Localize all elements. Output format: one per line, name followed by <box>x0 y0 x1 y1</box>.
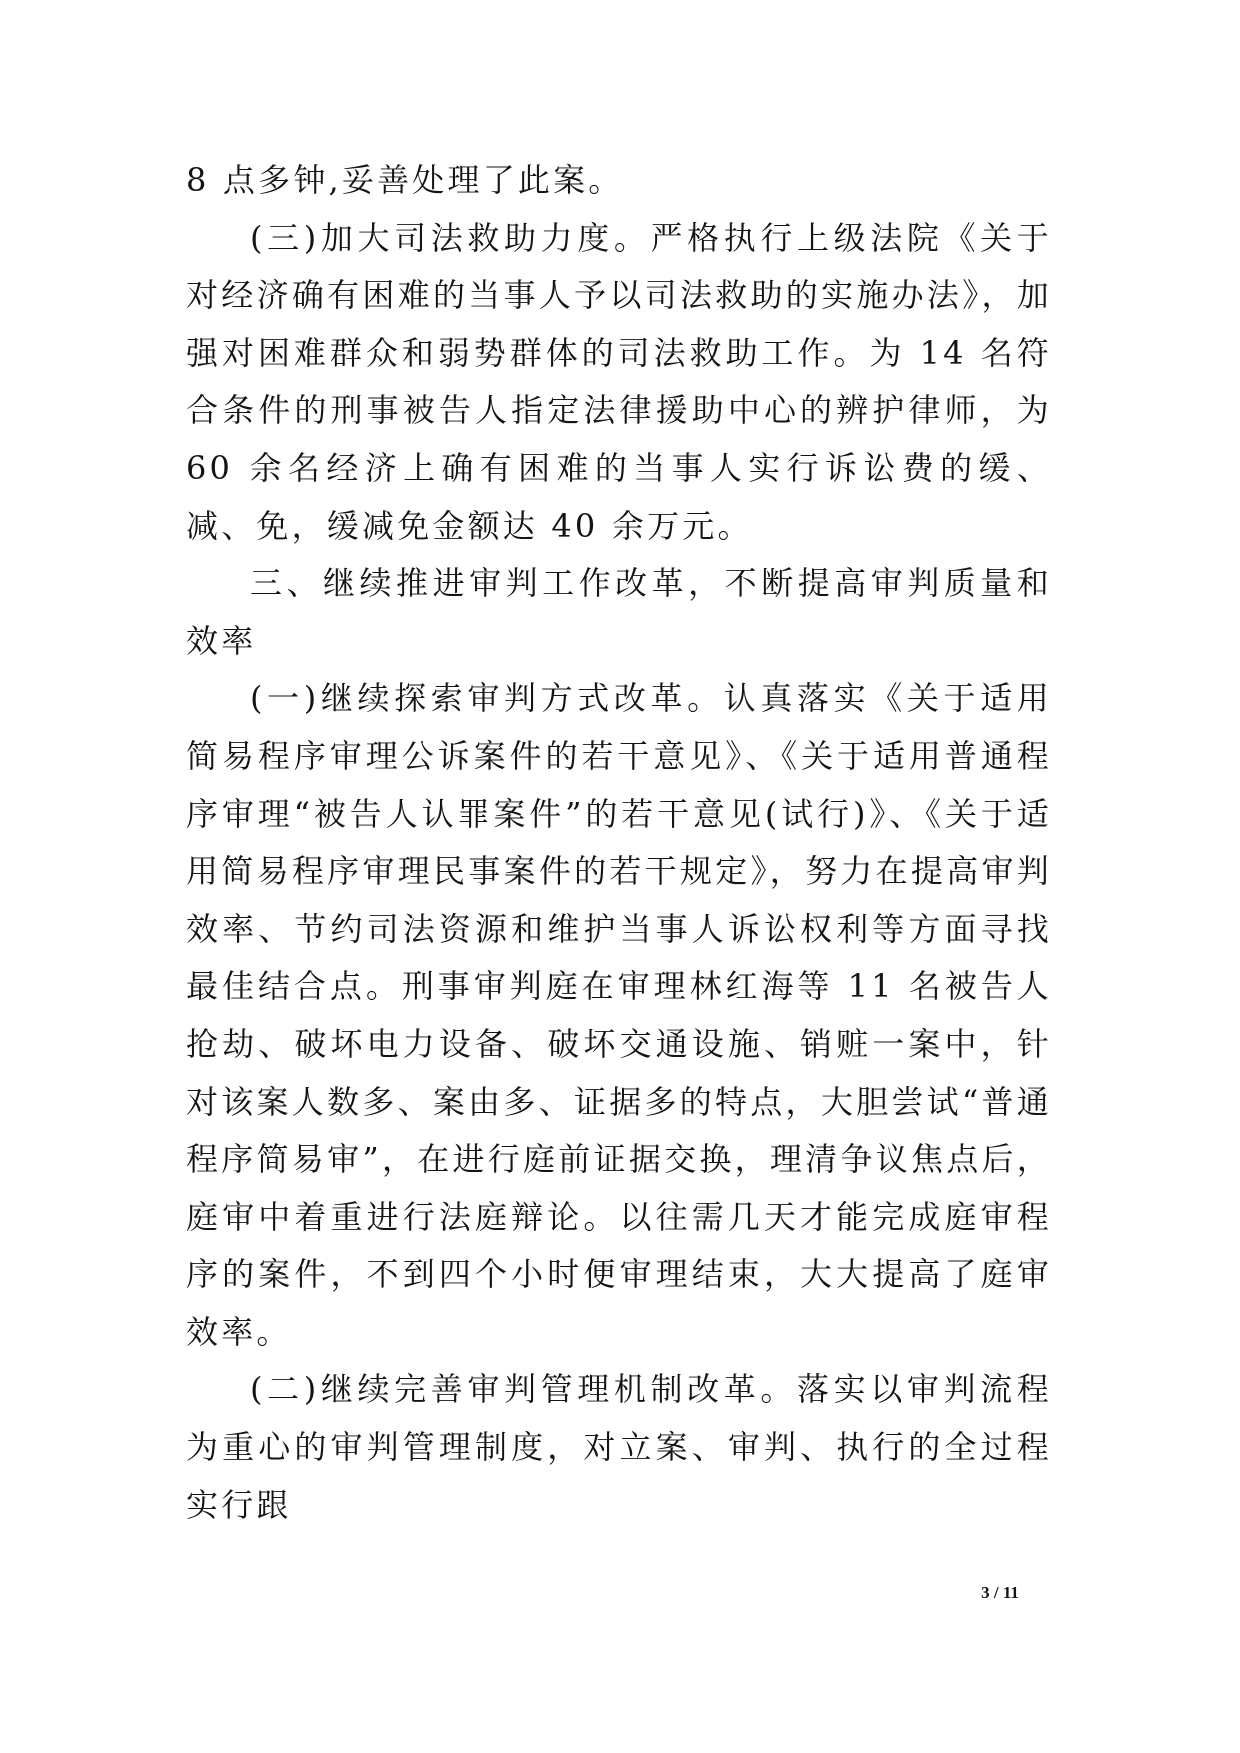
body-text <box>186 152 1052 1534</box>
paragraph-continuation: 8 点多钟,妥善处理了此案。 <box>186 161 624 199</box>
paragraph-trial-management-reform: (二)继续完善审判管理机制改革。落实以审判流程为重心的审判管理制度，对立案、审判、执行的全过程实行跟 <box>186 1370 1052 1524</box>
paragraph-judicial-aid: (三)加大司法救助力度。严格执行上级法院《关于对经济确有困难的当事人予以司法救助的实施办法》，加强对困难群众和弱势群体的司法救助工作。为 14 名符合条件的刑事被告人指定法律援助中心的辨护律师，为 60 余名经济上确有困难的当事人实行诉讼费的缓、减、免，缓减免金额达 40 余万元。 <box>186 218 1052 545</box>
page-number: 3 / 11 <box>981 1583 1019 1602</box>
section-heading-trial-reform: 三、继续推进审判工作改革，不断提高审判质量和效率 <box>186 564 1052 660</box>
paragraph-trial-method-reform: (一)继续探索审判方式改革。认真落实《关于适用简易程序审理公诉案件的若干意见》、《关于适用普通程序审理“被告人认罪案件”的若干意见(试行)》、《关于适用简易程序审理民事案件的若干规定》，努力在提高审判效率、节约司法资源和维护当事人诉讼权利等方面寻找最佳结合点。刑事审判庭在审理林红海等 11 名被告人抢劫、破坏电力设备、破坏交通设施、销赃一案中，针对该案人数多、案由多、证据多的特点，大胆尝试“普通程序简易审”，在进行庭前证据交换，理清争议焦点后，庭审中着重进行法庭辩论。以往需几天才能完成庭审程序的案件，不到四个小时便审理结束，大大提高了庭审效率。 <box>186 679 1052 1351</box>
